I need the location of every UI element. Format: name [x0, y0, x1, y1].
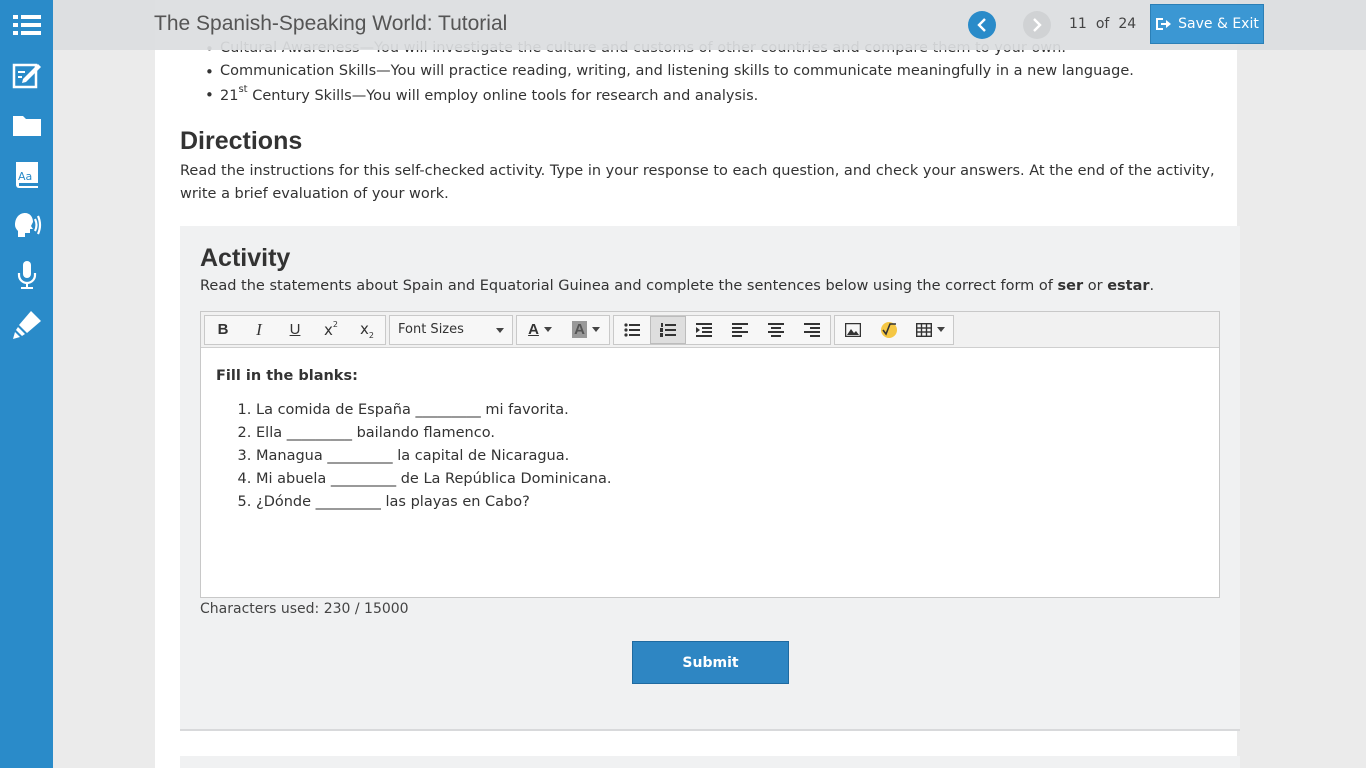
fill-in-list — [256, 399, 1204, 514]
bold-icon: B — [217, 321, 229, 338]
table-of-contents-button[interactable] — [0, 0, 53, 50]
edit-note-icon — [11, 59, 43, 91]
submit-button[interactable]: Submit — [632, 641, 789, 684]
lesson-content — [155, 0, 1237, 768]
square-root-icon — [880, 321, 898, 339]
microphone-icon — [11, 259, 43, 291]
bullet-list-icon — [624, 323, 640, 337]
read-aloud-button[interactable] — [0, 200, 53, 250]
math-editor-button[interactable] — [871, 316, 907, 344]
header-bar — [53, 0, 1366, 50]
activity-panel — [180, 226, 1240, 731]
save-and-exit-button[interactable]: Save & Exit — [1150, 4, 1264, 44]
font-size-group — [389, 315, 513, 345]
text-color-icon: A — [528, 321, 539, 338]
subscript-button[interactable] — [349, 316, 385, 344]
chevron-down-icon — [592, 327, 600, 332]
highlighter-icon — [11, 309, 43, 341]
underline-icon: U — [289, 321, 301, 338]
highlighter-button[interactable] — [0, 300, 53, 350]
character-counter: Characters used: 230 / 15000 — [200, 601, 409, 617]
left-toolbar — [0, 0, 53, 768]
insert-group — [834, 315, 954, 345]
image-icon — [845, 323, 861, 337]
text-color-button[interactable] — [517, 316, 563, 344]
speaker-icon — [11, 209, 43, 241]
editor-toolbar — [201, 312, 1219, 348]
next-page-button[interactable] — [1023, 11, 1051, 39]
align-right-button[interactable] — [794, 316, 830, 344]
format-group — [204, 315, 386, 345]
table-icon — [916, 323, 932, 337]
font-sizes-dropdown[interactable]: Font Sizes — [390, 316, 512, 344]
chevron-down-icon — [937, 327, 945, 332]
subscript-icon: $x_2$ — [360, 319, 374, 340]
background-color-icon: A — [574, 321, 585, 338]
background-color-button[interactable] — [563, 316, 609, 344]
bold-button[interactable] — [205, 316, 241, 344]
page-current: 11 — [1069, 16, 1087, 32]
list-item: 3. Managua _________ la capital de Nicaragua. — [256, 445, 1204, 468]
goal-21st-century-skills: • 21st Century Skills—You will employ online tools for research and analysis. — [220, 86, 758, 104]
list-item: 5. ¿Dónde _________ las playas en Cabo? — [256, 491, 1204, 514]
superscript-button[interactable] — [313, 316, 349, 344]
folder-icon — [11, 109, 43, 141]
italic-icon: I — [256, 319, 262, 339]
chevron-down-icon — [544, 327, 552, 332]
record-button[interactable] — [0, 250, 53, 300]
page-counter — [1069, 16, 1136, 32]
color-group — [516, 315, 610, 345]
next-section-card — [180, 756, 1240, 768]
goal-communication-skills: • Communication Skills—You will practice reading, writing, and listening skills to communicate meaningfully in a new language. — [220, 63, 1134, 79]
insert-table-button[interactable] — [907, 316, 953, 344]
numbered-list-button[interactable] — [650, 316, 686, 344]
superscript-icon: $x^2$ — [324, 319, 338, 339]
previous-page-button[interactable] — [968, 11, 996, 39]
notes-button[interactable] — [0, 50, 53, 100]
activity-heading: Activity — [200, 244, 291, 272]
list-icon — [11, 9, 43, 41]
chevron-down-icon — [496, 328, 504, 333]
list-item: 1. La comida de España _________ mi favorita. — [256, 399, 1204, 422]
directions-text: Read the instructions for this self-checked activity. Type in your response to each question, and check your answers. At the end of the activity, write a brief evaluation of your work. — [180, 163, 1215, 202]
dictionary-icon — [11, 159, 43, 191]
page-total: 24 — [1118, 16, 1137, 32]
list-item: 2. Ella _________ bailando flamenco. — [256, 422, 1204, 445]
files-button[interactable] — [0, 100, 53, 150]
page-title: The Spanish-Speaking World: Tutorial — [154, 12, 508, 35]
activity-instructions: Read the statements about Spain and Equatorial Guinea and complete the sentences below using the correct form of ser or estar. — [200, 278, 1155, 294]
insert-image-button[interactable] — [835, 316, 871, 344]
chevron-right-icon — [1031, 18, 1043, 32]
numbered-list-icon — [660, 323, 676, 337]
editor-content[interactable] — [201, 348, 1219, 532]
list-align-group — [613, 315, 831, 345]
align-left-icon — [732, 323, 748, 337]
align-right-icon — [804, 323, 820, 337]
align-center-icon — [768, 323, 784, 337]
bullet-list-button[interactable] — [614, 316, 650, 344]
page-of: of — [1095, 16, 1110, 32]
glossary-button[interactable] — [0, 150, 53, 200]
list-item: 4. Mi abuela _________ de La República Dominicana. — [256, 468, 1204, 491]
exit-icon — [1155, 17, 1171, 31]
rich-text-editor[interactable] — [200, 311, 1220, 598]
chevron-left-icon — [976, 18, 988, 32]
indent-icon — [696, 323, 712, 337]
indent-button[interactable] — [686, 316, 722, 344]
align-center-button[interactable] — [758, 316, 794, 344]
align-left-button[interactable] — [722, 316, 758, 344]
fill-in-heading: Fill in the blanks: — [216, 368, 358, 384]
svg-text:Aa: Aa — [17, 170, 32, 183]
italic-button[interactable] — [241, 316, 277, 344]
underline-button[interactable] — [277, 316, 313, 344]
directions-heading: Directions — [180, 127, 303, 155]
